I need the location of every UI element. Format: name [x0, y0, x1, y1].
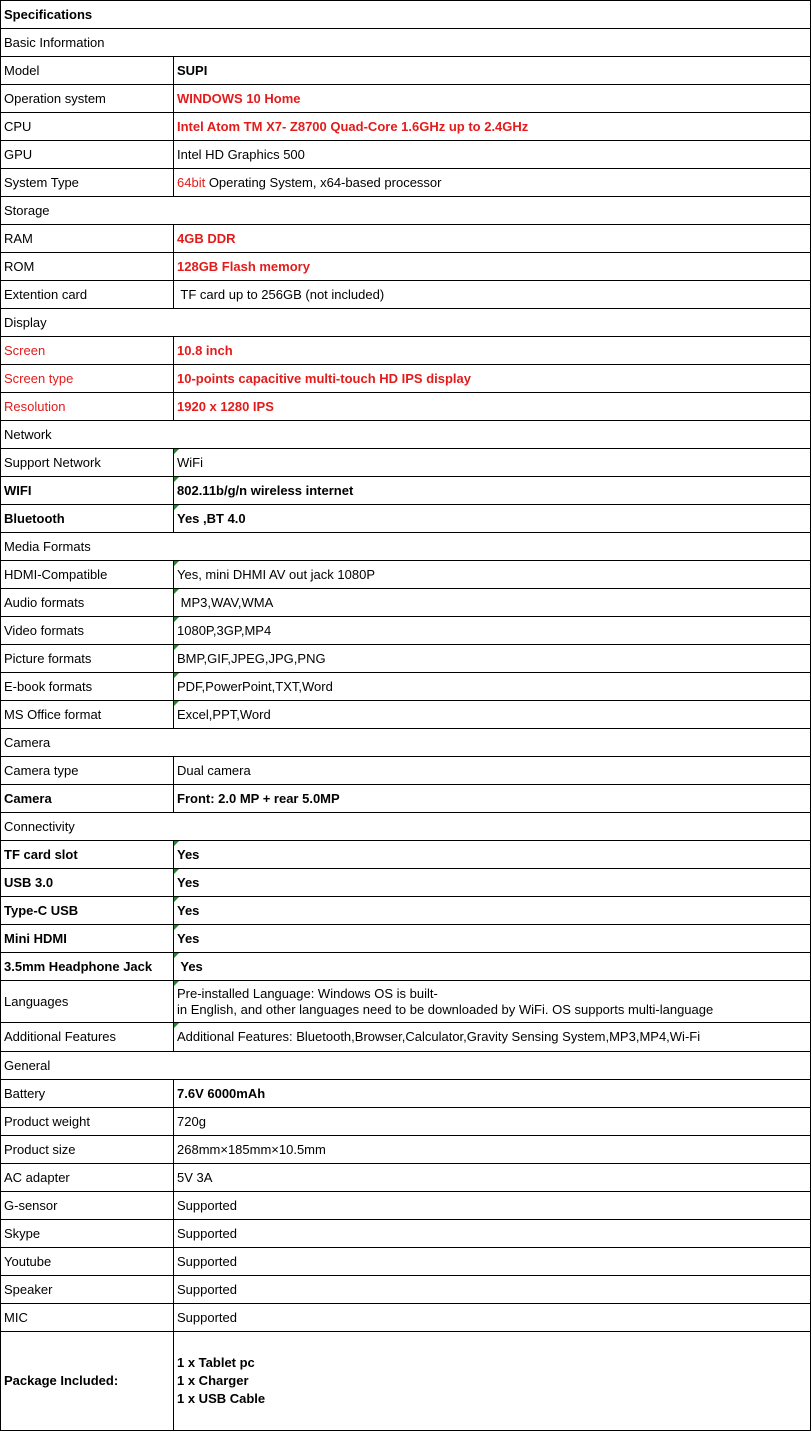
row-value: WiFi: [174, 449, 811, 477]
section-row: [1, 813, 811, 841]
row-value: Additional Features: Bluetooth,Browser,Calculator,Gravity Sensing System,MP3,MP4,Wi-Fi: [174, 1023, 811, 1052]
spec-row-picture: [1, 645, 811, 673]
row-label: Support Network: [1, 449, 174, 477]
row-label: Operation system: [1, 85, 174, 113]
row-label: Product size: [1, 1136, 174, 1164]
section-storage: Storage: [1, 197, 811, 225]
section-row: [1, 29, 811, 57]
spec-row-size: [1, 1136, 811, 1164]
row-label: ROM: [1, 253, 174, 281]
section-row: [1, 421, 811, 449]
row-value: Yes: [174, 953, 811, 981]
table-title: Specifications: [1, 1, 811, 29]
spec-row-audio: [1, 589, 811, 617]
row-label: Youtube: [1, 1248, 174, 1276]
row-label: E-book formats: [1, 673, 174, 701]
spec-row-office: [1, 701, 811, 729]
spec-row-rom: [1, 253, 811, 281]
row-label: TF card slot: [1, 841, 174, 869]
row-value: [174, 981, 811, 1023]
value-text: Operating System, x64-based processor: [205, 174, 442, 190]
section-basic-information: Basic Information: [1, 29, 811, 57]
spec-row-screen: [1, 337, 811, 365]
highlight-text: 64bit: [177, 174, 206, 190]
row-value: Yes, mini DHMI AV out jack 1080P: [174, 561, 811, 589]
row-label: AC adapter: [1, 1164, 174, 1192]
section-row: [1, 1052, 811, 1080]
spec-row-package: [1, 1332, 811, 1431]
row-label: Bluetooth: [1, 505, 174, 533]
spec-row-cpu: [1, 113, 811, 141]
row-value: Excel,PPT,Word: [174, 701, 811, 729]
spec-row-speaker: [1, 1276, 811, 1304]
spec-row-video: [1, 617, 811, 645]
row-label: Camera type: [1, 757, 174, 785]
spec-row-camera: [1, 785, 811, 813]
row-label: System Type: [1, 169, 174, 197]
spec-row-weight: [1, 1108, 811, 1136]
row-value: 1080P,3GP,MP4: [174, 617, 811, 645]
row-value: Yes: [174, 897, 811, 925]
row-value: SUPI: [174, 57, 811, 85]
section-row: [1, 197, 811, 225]
row-label: Battery: [1, 1080, 174, 1108]
spec-row-tf-slot: [1, 841, 811, 869]
row-value: Yes: [174, 925, 811, 953]
package-item: 1 x Charger: [177, 1373, 249, 1388]
row-value: Supported: [174, 1248, 811, 1276]
spec-row-ram: [1, 225, 811, 253]
row-value: PDF,PowerPoint,TXT,Word: [174, 673, 811, 701]
row-label: 3.5mm Headphone Jack: [1, 953, 174, 981]
spec-row-bluetooth: [1, 505, 811, 533]
row-label: Screen: [1, 337, 174, 365]
section-network: Network: [1, 421, 811, 449]
row-label: Resolution: [1, 393, 174, 421]
row-value: Supported: [174, 1276, 811, 1304]
spec-row-headphone: [1, 953, 811, 981]
row-label: Product weight: [1, 1108, 174, 1136]
row-label: Screen type: [1, 365, 174, 393]
package-item: 1 x USB Cable: [177, 1391, 266, 1406]
row-value: Intel HD Graphics 500: [174, 141, 811, 169]
section-row: [1, 729, 811, 757]
languages-line: Pre-installed Language: Windows OS is built-: [177, 985, 438, 1001]
row-value: BMP,GIF,JPEG,JPG,PNG: [174, 645, 811, 673]
row-label: Picture formats: [1, 645, 174, 673]
row-label: Languages: [1, 981, 174, 1023]
row-value: Front: 2.0 MP + rear 5.0MP: [174, 785, 811, 813]
spec-row-battery: [1, 1080, 811, 1108]
row-value: 7.6V 6000mAh: [174, 1080, 811, 1108]
spec-row-ebook: [1, 673, 811, 701]
row-value: 1920 x 1280 IPS: [174, 393, 811, 421]
title-row: [1, 1, 811, 29]
row-label: Audio formats: [1, 589, 174, 617]
spec-row-skype: [1, 1220, 811, 1248]
spec-row-ac-adapter: [1, 1164, 811, 1192]
spec-row-resolution: [1, 393, 811, 421]
spec-row-support-network: [1, 449, 811, 477]
row-label: CPU: [1, 113, 174, 141]
languages-line: in English, and other languages need to be downloaded by WiFi. OS supports multi-language: [177, 1001, 714, 1017]
row-label: WIFI: [1, 477, 174, 505]
spec-row-os: [1, 85, 811, 113]
row-label: MS Office format: [1, 701, 174, 729]
row-label: Speaker: [1, 1276, 174, 1304]
row-label: Type-C USB: [1, 897, 174, 925]
row-value: [174, 1332, 811, 1431]
spec-row-languages: [1, 981, 811, 1023]
row-value: Supported: [174, 1304, 811, 1332]
spec-row-extension-card: [1, 281, 811, 309]
row-value: 802.11b/g/n wireless internet: [174, 477, 811, 505]
row-label: Video formats: [1, 617, 174, 645]
spec-row-typec: [1, 897, 811, 925]
spec-row-model: [1, 57, 811, 85]
spec-row-screen-type: [1, 365, 811, 393]
row-label: HDMI-Compatible: [1, 561, 174, 589]
row-value: 10-points capacitive multi-touch HD IPS display: [174, 365, 811, 393]
row-label: G-sensor: [1, 1192, 174, 1220]
row-label: RAM: [1, 225, 174, 253]
package-item: 1 x Tablet pc: [177, 1355, 255, 1370]
row-value: MP3,WAV,WMA: [174, 589, 811, 617]
row-label: Package Included:: [1, 1332, 174, 1431]
row-value: 5V 3A: [174, 1164, 811, 1192]
row-value: WINDOWS 10 Home: [174, 85, 811, 113]
row-value: [174, 169, 811, 197]
row-value: 4GB DDR: [174, 225, 811, 253]
row-value: 10.8 inch: [174, 337, 811, 365]
row-label: GPU: [1, 141, 174, 169]
spec-row-mic: [1, 1304, 811, 1332]
row-label: Mini HDMI: [1, 925, 174, 953]
row-value: Supported: [174, 1220, 811, 1248]
spec-row-gpu: [1, 141, 811, 169]
spec-row-additional-features: [1, 1023, 811, 1052]
row-label: Extention card: [1, 281, 174, 309]
row-label: Camera: [1, 785, 174, 813]
row-value: TF card up to 256GB (not included): [174, 281, 811, 309]
section-connectivity: Connectivity: [1, 813, 811, 841]
section-general: General: [1, 1052, 811, 1080]
row-label: MIC: [1, 1304, 174, 1332]
section-row: [1, 309, 811, 337]
spec-row-system-type: [1, 169, 811, 197]
spec-row-mini-hdmi: [1, 925, 811, 953]
row-value: 128GB Flash memory: [174, 253, 811, 281]
spec-row-usb3: [1, 869, 811, 897]
row-value: Intel Atom TM X7- Z8700 Quad-Core 1.6GHz up to 2.4GHz: [174, 113, 811, 141]
row-label: Additional Features: [1, 1023, 174, 1052]
spec-row-camera-type: [1, 757, 811, 785]
row-value: 720g: [174, 1108, 811, 1136]
section-media-formats: Media Formats: [1, 533, 811, 561]
section-camera: Camera: [1, 729, 811, 757]
row-value: Yes ,BT 4.0: [174, 505, 811, 533]
row-label: Skype: [1, 1220, 174, 1248]
row-label: USB 3.0: [1, 869, 174, 897]
spec-row-wifi: [1, 477, 811, 505]
row-value: Dual camera: [174, 757, 811, 785]
row-value: 268mm×185mm×10.5mm: [174, 1136, 811, 1164]
row-label: Model: [1, 57, 174, 85]
row-value: Yes: [174, 841, 811, 869]
spec-row-youtube: [1, 1248, 811, 1276]
row-value: Yes: [174, 869, 811, 897]
section-display: Display: [1, 309, 811, 337]
spec-row-hdmi: [1, 561, 811, 589]
section-row: [1, 533, 811, 561]
row-value: Supported: [174, 1192, 811, 1220]
spec-row-g-sensor: [1, 1192, 811, 1220]
